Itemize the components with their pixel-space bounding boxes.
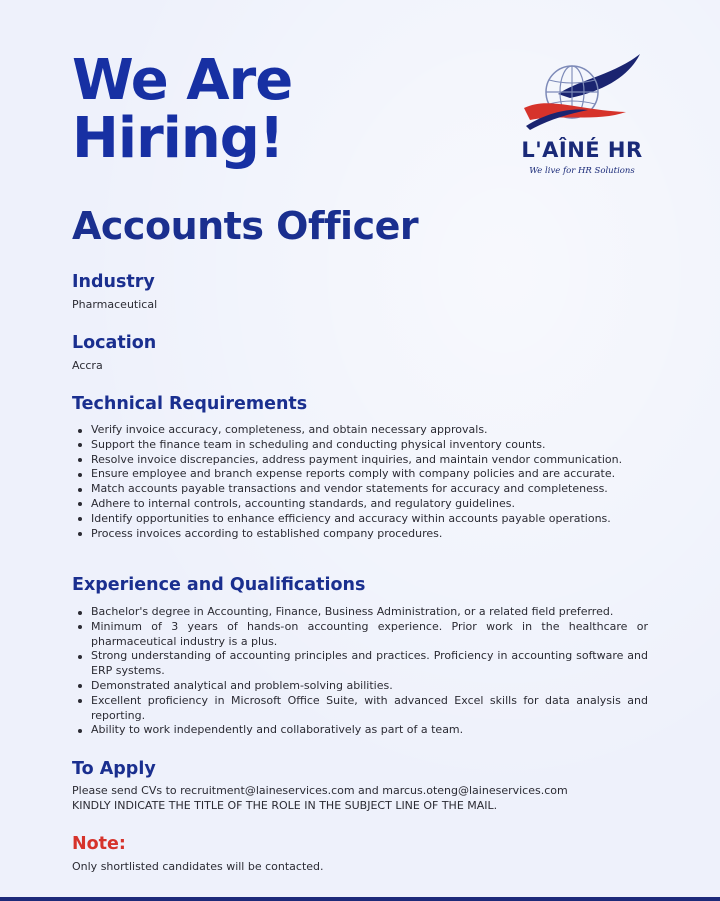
note-heading: Note: <box>72 834 126 854</box>
company-logo <box>512 50 652 185</box>
list-item: Support the finance team in scheduling and conducting physical inventory counts. <box>72 438 648 453</box>
technical-requirements-heading: Technical Requirements <box>72 394 308 414</box>
logo-wordmark: L'AÎNÉ HR <box>521 138 643 162</box>
list-item: Verify invoice accuracy, completeness, and obtain necessary approvals. <box>72 423 648 438</box>
list-item: Ensure employee and branch expense reports comply with company policies and are accurate. <box>72 467 648 482</box>
list-item: Identify opportunities to enhance efficiency and accuracy within accounts payable operations. <box>72 512 648 527</box>
list-item: Bachelor's degree in Accounting, Finance, Business Administration, or a related field preferred. <box>72 605 648 620</box>
hero-title <box>72 48 293 171</box>
globe-swoosh-icon <box>518 50 646 132</box>
bottom-border <box>0 897 720 901</box>
list-item: Process invoices according to established company procedures. <box>72 527 648 542</box>
experience-list <box>72 605 648 738</box>
list-item: Excellent proficiency in Microsoft Office Suite, with advanced Excel skills for data analysis and reporting. <box>72 694 648 724</box>
experience-heading: Experience and Qualifications <box>72 575 366 595</box>
note-text: Only shortlisted candidates will be contacted. <box>72 860 324 873</box>
apply-subject-note: KINDLY INDICATE THE TITLE OF THE ROLE IN THE SUBJECT LINE OF THE MAIL. <box>72 799 498 812</box>
job-title: Accounts Officer <box>72 204 419 248</box>
apply-instructions: Please send CVs to recruitment@laineservices.com and marcus.oteng@laineservices.com <box>72 784 568 797</box>
industry-value: Pharmaceutical <box>72 298 158 311</box>
to-apply-heading: To Apply <box>72 759 156 779</box>
logo-tagline: We live for HR Solutions <box>529 166 635 176</box>
technical-requirements-list <box>72 423 648 541</box>
hero-line-1: We Are <box>72 48 293 113</box>
list-item: Match accounts payable transactions and vendor statements for accuracy and completeness. <box>72 482 648 497</box>
list-item: Ability to work independently and collaboratively as part of a team. <box>72 723 648 738</box>
list-item: Adhere to internal controls, accounting standards, and regulatory guidelines. <box>72 497 648 512</box>
hero-line-2: Hiring! <box>72 106 284 171</box>
list-item: Demonstrated analytical and problem-solving abilities. <box>72 679 648 694</box>
list-item: Strong understanding of accounting principles and practices. Proficiency in accounting software and ERP systems. <box>72 649 648 679</box>
industry-heading: Industry <box>72 272 155 292</box>
location-heading: Location <box>72 333 157 353</box>
list-item: Resolve invoice discrepancies, address payment inquiries, and maintain vendor communication. <box>72 453 648 468</box>
location-value: Accra <box>72 359 103 372</box>
list-item: Minimum of 3 years of hands-on accounting experience. Prior work in the healthcare or pharmaceutical industry is a plus. <box>72 620 648 650</box>
